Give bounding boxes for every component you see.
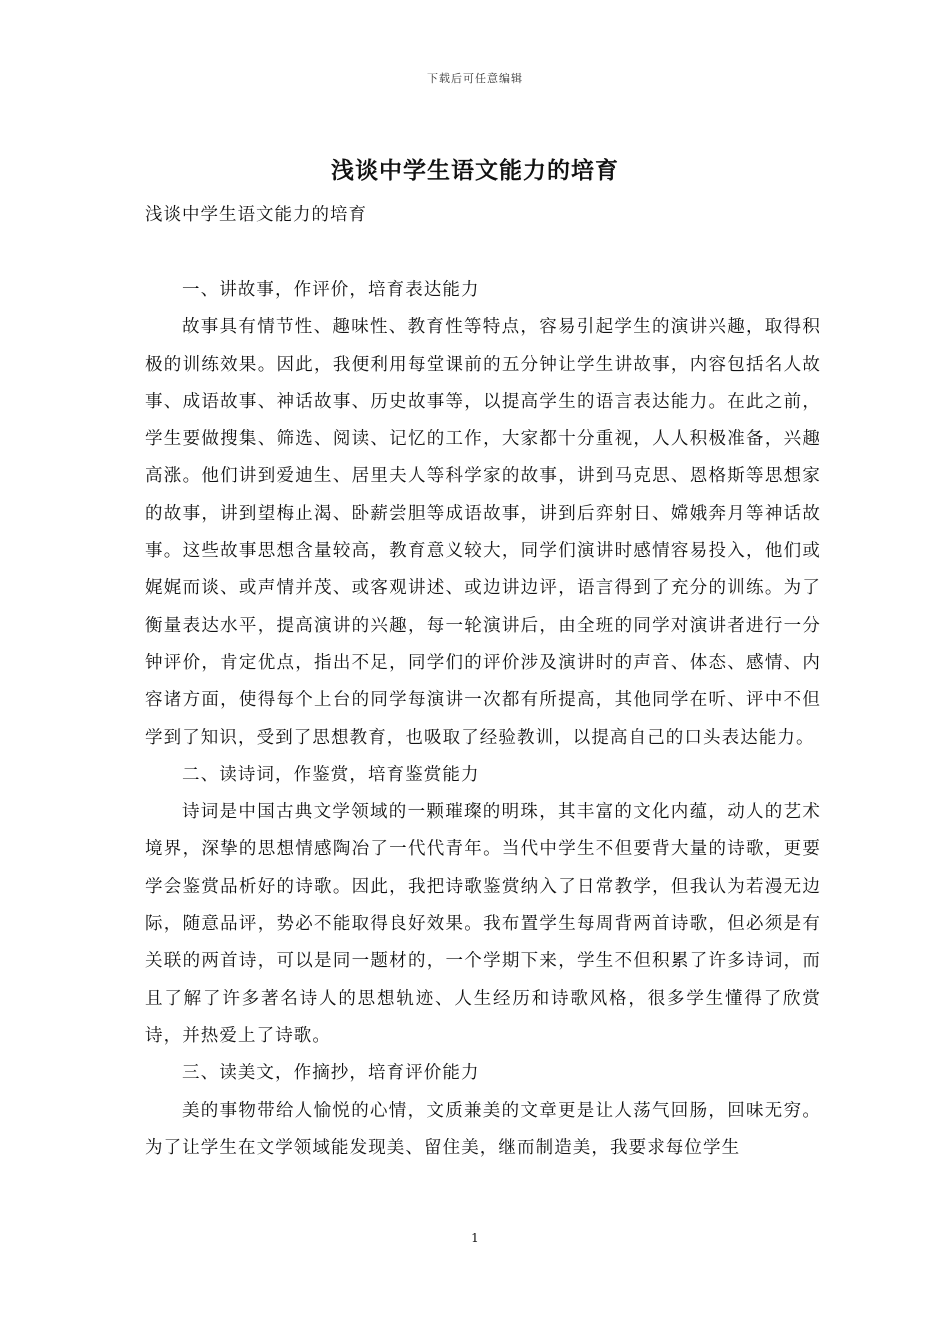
section-paragraph-2: 诗词是中国古典文学领域的一颗璀璨的明珠，其丰富的文化内蕴，动人的艺术境界，深挚的思想情感陶冶了一代代青年。当代中学生不但要背大量的诗歌，更要学会鉴赏品析好的诗歌。因此，我把诗歌鉴赏纳入了日常教学，但我认为若漫无边际，随意品评，势必不能取得良好效果。我布置学生每周背两首诗歌，但必须是有关联的两首诗，可以是同一题材的，一个学期下来，学生不但积累了许多诗词，而且了解了许多著名诗人的思想轨迹、人生经历和诗歌风格，很多学生懂得了欣赏诗，并热爱上了诗歌。: [145, 802, 821, 1046]
document-body: [145, 272, 821, 1167]
section-heading-2: 二、读诗词，作鉴赏，培育鉴赏能力: [182, 764, 480, 785]
document-subtitle: 浅谈中学生语文能力的培育: [145, 205, 367, 225]
section-paragraph-3: 美的事物带给人愉悦的心情，文质兼美的文章更是让人荡气回肠，回味无穷。为了让学生在文学领域能发现美、留住美，继而制造美，我要求每位学生: [145, 1100, 821, 1158]
document-title: 浅谈中学生语文能力的培育: [331, 157, 619, 184]
page-number: 1: [471, 1231, 479, 1245]
section-paragraph-1: 故事具有情节性、趣味性、教育性等特点，容易引起学生的演讲兴趣，取得积极的训练效果。因此，我便利用每堂课前的五分钟让学生讲故事，内容包括名人故事、成语故事、神话故事、历史故事等，以提高学生的语言表达能力。在此之前，学生要做搜集、筛选、阅读、记忆的工作，大家都十分重视，人人积极准备，兴趣高涨。他们讲到爱迪生、居里夫人等科学家的故事，讲到马克思、恩格斯等思想家的故事，讲到望梅止渴、卧薪尝胆等成语故事，讲到后弈射日、嫦娥奔月等神话故事。这些故事思想含量较高，教育意义较大，同学们演讲时感情容易投入，他们或娓娓而谈、或声情并茂、或客观讲述、或边讲边评，语言得到了充分的训练。为了衡量表达水平，提高演讲的兴趣，每一轮演讲后，由全班的同学对演讲者进行一分钟评价，肯定优点，指出不足，同学们的评价涉及演讲时的声音、体态、感情、内容诸方面，使得每个上台的同学每演讲一次都有所提高，其他同学在听、评中不但学到了知识，受到了思想教育，也吸取了经验教训，以提高自己的口头表达能力。: [145, 317, 821, 748]
section-heading-3: 三、读美文，作摘抄，培育评价能力: [182, 1063, 480, 1084]
section-heading-1: 一、讲故事，作评价，培育表达能力: [182, 280, 480, 300]
header-note: 下载后可任意编辑: [427, 72, 523, 85]
